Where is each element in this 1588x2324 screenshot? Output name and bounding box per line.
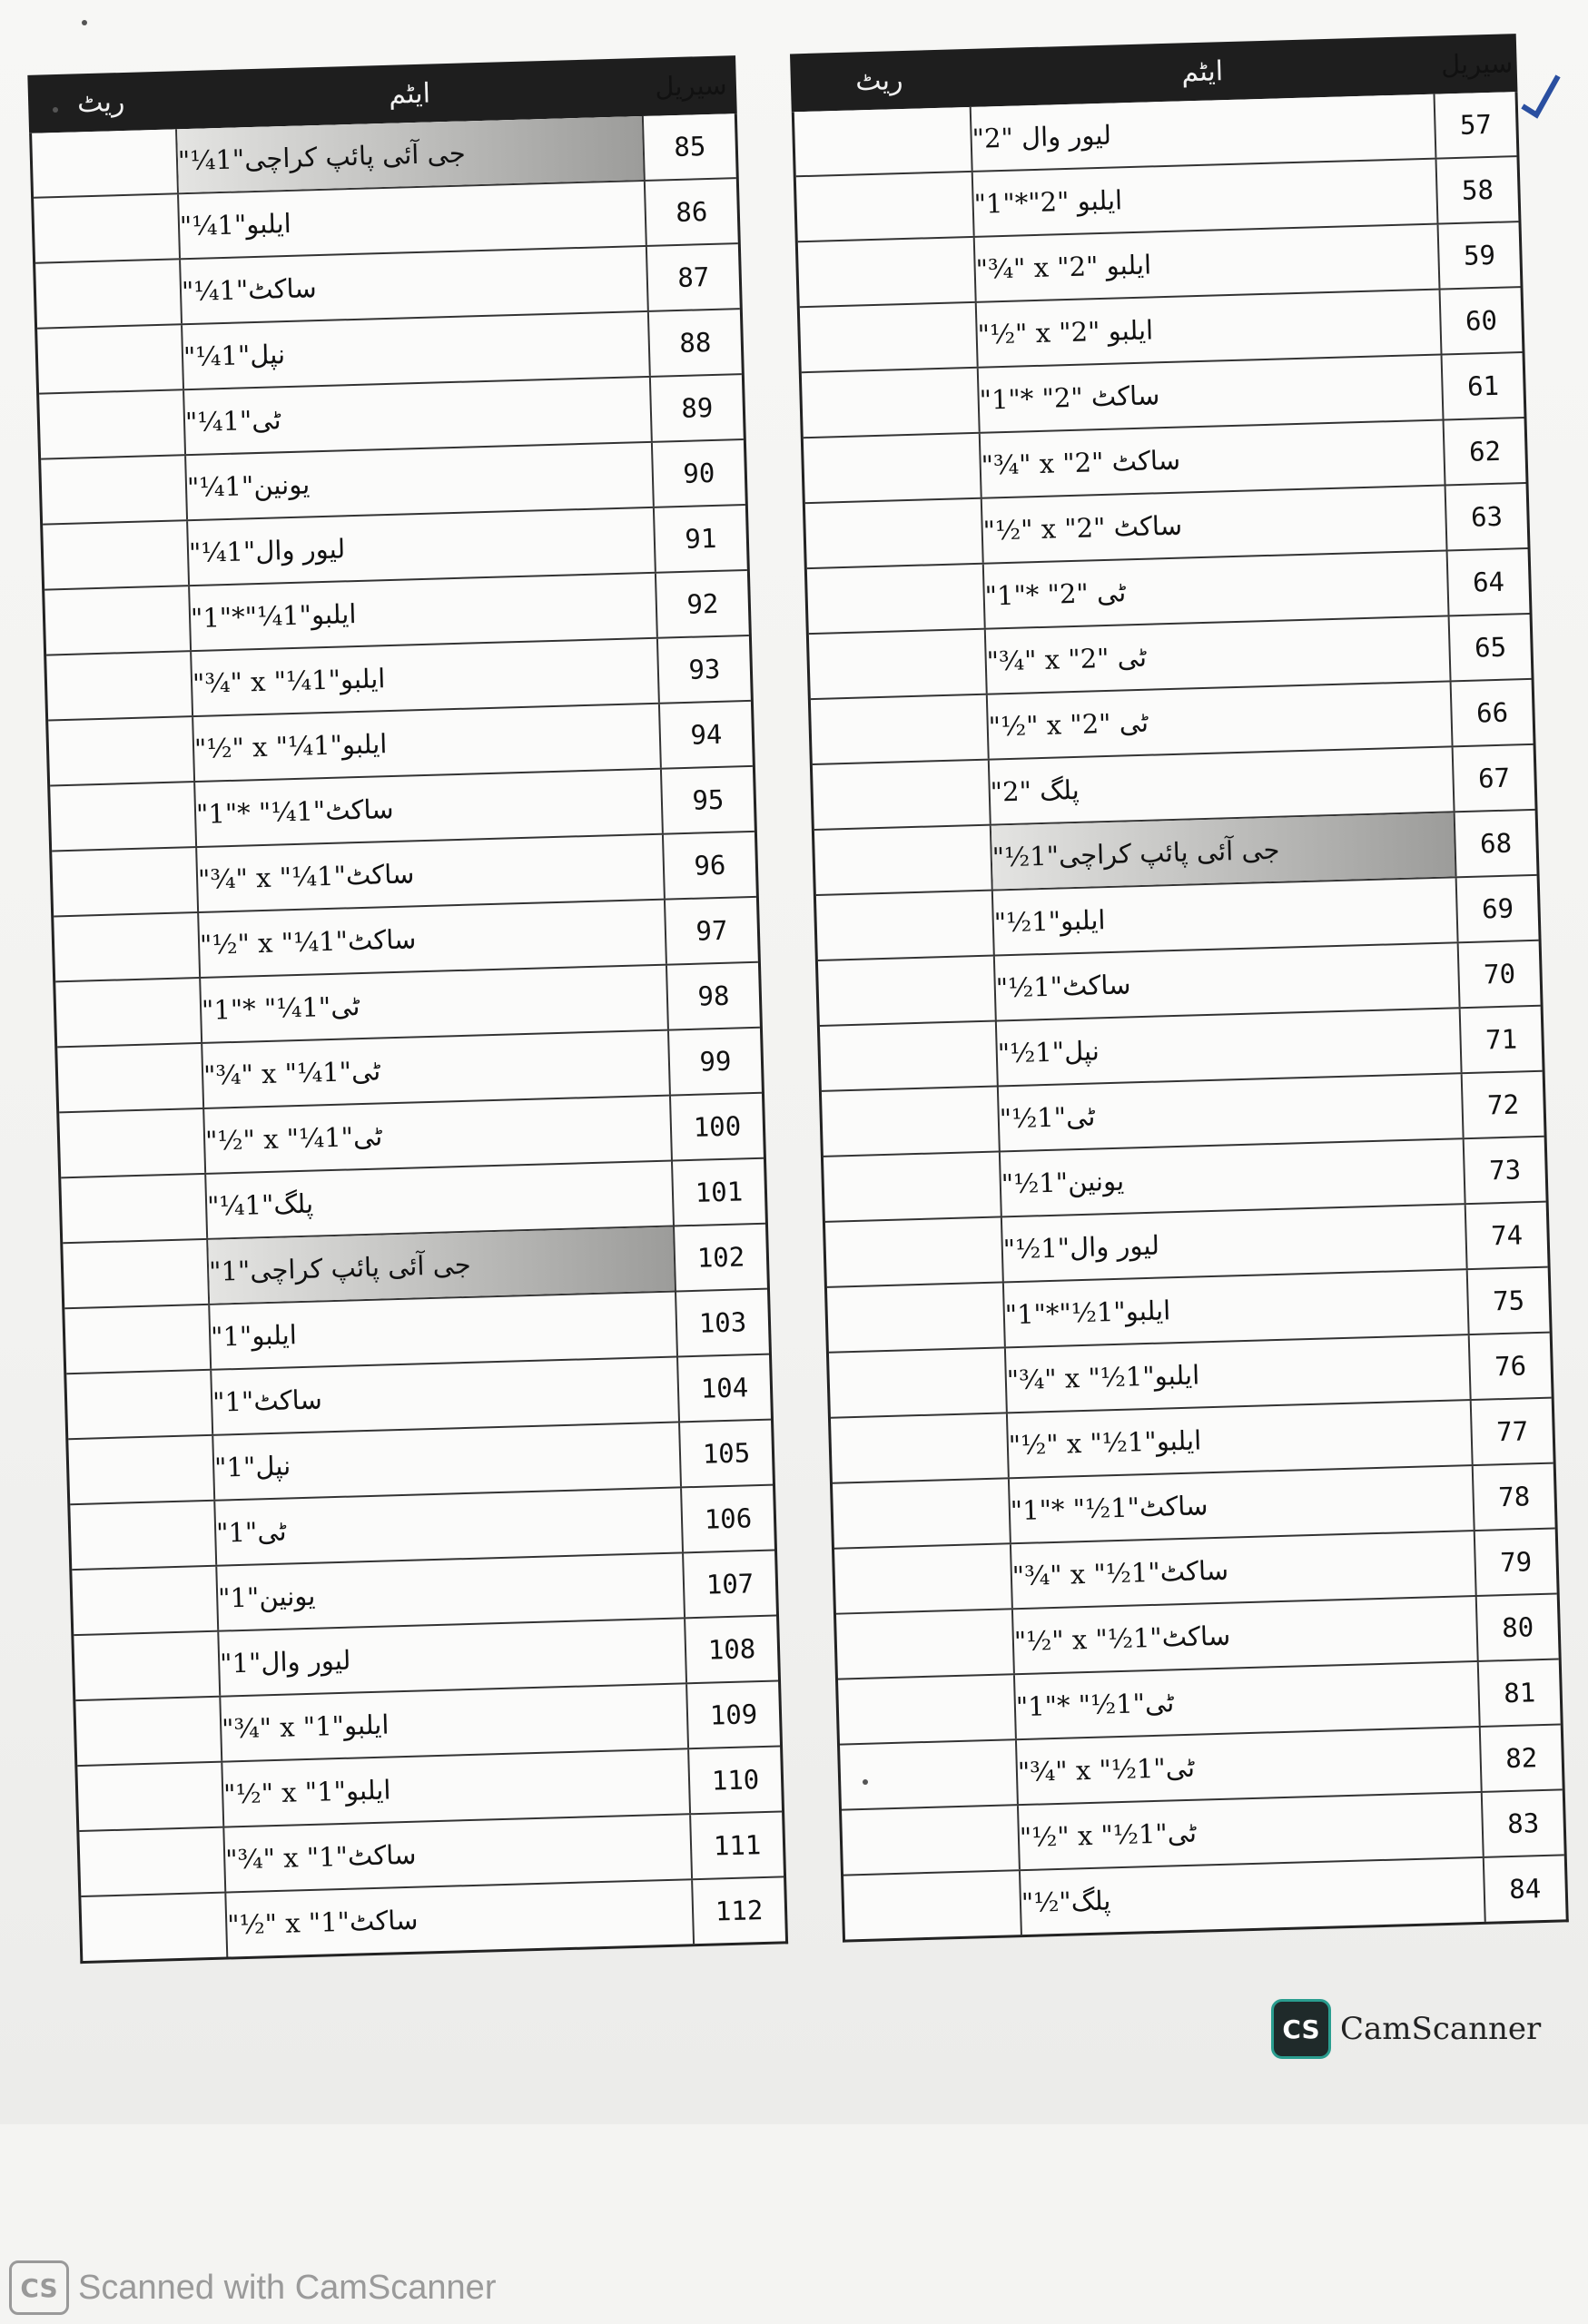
rate-cell[interactable] <box>57 1044 204 1111</box>
serial-cell: 66 <box>1475 696 1509 729</box>
rate-cell[interactable] <box>816 891 995 960</box>
serial-cell: 101 <box>695 1176 744 1208</box>
serial-cell: 80 <box>1501 1611 1534 1644</box>
serial-cell: 74 <box>1490 1219 1524 1252</box>
serial-cell: 83 <box>1506 1807 1540 1840</box>
item-cell <box>977 290 1443 367</box>
item-cell <box>988 682 1454 758</box>
rate-cell[interactable] <box>32 129 179 196</box>
item-cell <box>973 160 1439 236</box>
serial-cell: 108 <box>707 1633 756 1666</box>
item-cell <box>982 486 1448 562</box>
serial-cell: 60 <box>1465 304 1498 337</box>
rate-cell[interactable] <box>843 1871 1022 1939</box>
item-label: ٹی"1¼" *"1" <box>201 990 360 1026</box>
serial-cell: 59 <box>1463 239 1496 271</box>
item-cell <box>972 94 1437 171</box>
rate-cell[interactable] <box>77 1763 224 1830</box>
left-header-serial: سیریل <box>654 69 727 103</box>
rate-cell[interactable] <box>811 695 990 763</box>
serial-cell: 85 <box>673 131 706 163</box>
rate-cell[interactable] <box>814 826 993 894</box>
rate-cell[interactable] <box>836 1610 1015 1678</box>
serial-cell: 58 <box>1461 173 1494 206</box>
item-label: پلگ "2" <box>990 773 1080 808</box>
item-label: ساکٹ"1" x "¾" <box>224 1838 417 1876</box>
serial-cell: 70 <box>1483 958 1516 990</box>
rate-cell[interactable] <box>842 1806 1021 1874</box>
rate-cell[interactable] <box>802 369 981 437</box>
item-label: نپل"1½" <box>997 1035 1100 1069</box>
item-label: ساکٹ "2" x "¾" <box>981 444 1181 481</box>
serial-cell: 73 <box>1488 1154 1522 1187</box>
serial-cell: 72 <box>1486 1088 1520 1121</box>
item-cell <box>221 1684 689 1760</box>
rate-cell[interactable] <box>813 761 991 829</box>
item-cell <box>215 1488 684 1564</box>
serial-cell: 65 <box>1474 631 1507 664</box>
rate-cell[interactable] <box>59 1109 206 1177</box>
serial-cell: 110 <box>711 1764 760 1797</box>
item-cell <box>193 704 662 781</box>
item-label: ساکٹ"1¼" x "¾" <box>197 858 415 895</box>
camscanner-badge: CS <box>1271 1999 1331 2059</box>
item-label: جی آئی پائپ کراچی"1" <box>208 1248 472 1287</box>
item-label: ایلبو"1¼" x "½" <box>193 728 388 765</box>
item-cell <box>206 1162 675 1238</box>
item-cell <box>975 225 1441 301</box>
item-cell <box>1017 1728 1483 1804</box>
item-label: ٹی"1½" *"1" <box>1015 1687 1175 1723</box>
rate-cell[interactable] <box>796 172 975 241</box>
item-label: ساکٹ"1" x "½" <box>226 1904 419 1941</box>
speck <box>863 1779 868 1785</box>
rate-cell[interactable] <box>72 1567 219 1634</box>
item-cell <box>195 770 664 846</box>
serial-cell: 77 <box>1495 1415 1529 1448</box>
rate-cell[interactable] <box>54 913 201 980</box>
item-label: ساکٹ"1¼" *"1" <box>195 793 395 831</box>
item-label: ساکٹ"1½" *"1" <box>1010 1490 1208 1527</box>
item-label: ساکٹ "2" *"1" <box>979 379 1160 416</box>
item-label: ایلبو"1¼"*"1" <box>190 598 357 635</box>
rate-cell[interactable] <box>820 1021 999 1089</box>
right-header-item: ایٹم <box>1180 54 1224 88</box>
speck <box>82 20 87 25</box>
serial-cell: 62 <box>1468 435 1502 468</box>
item-label: ٹی"1¼" x "¾" <box>202 1055 381 1091</box>
serial-cell: 97 <box>695 914 728 947</box>
rate-cell[interactable] <box>43 521 190 588</box>
rate-cell[interactable] <box>798 238 977 306</box>
item-label: ٹی "2" x "¾" <box>986 641 1148 677</box>
item-cell <box>190 574 658 650</box>
rate-cell[interactable] <box>41 456 188 523</box>
item-label: نپل"1¼" <box>182 339 286 373</box>
item-cell <box>179 182 647 258</box>
item-label: ایلبو"1½" x "½" <box>1008 1424 1202 1462</box>
rate-cell[interactable] <box>70 1502 217 1569</box>
item-label: پلگ"½" <box>1021 1885 1111 1919</box>
serial-cell: 87 <box>676 261 710 293</box>
serial-cell: 69 <box>1481 892 1514 925</box>
serial-cell: 82 <box>1504 1742 1538 1775</box>
item-label: یونین"1¼" <box>186 468 311 504</box>
serial-cell: 106 <box>704 1502 753 1535</box>
serial-cell: 100 <box>693 1110 742 1143</box>
item-cell <box>177 116 646 192</box>
item-cell <box>208 1226 676 1303</box>
serial-cell: 89 <box>680 391 714 424</box>
rate-cell[interactable] <box>833 1479 1011 1547</box>
item-cell <box>1019 1793 1484 1869</box>
item-label: ٹی"1" <box>215 1515 288 1549</box>
item-label: ایلبو "2"*"1" <box>973 184 1123 220</box>
serial-cell: 84 <box>1508 1873 1542 1905</box>
item-cell <box>993 878 1459 954</box>
item-label: یونین"1½" <box>1001 1165 1125 1200</box>
item-cell <box>1004 1270 1470 1346</box>
item-label: ٹی"1½" x "½" <box>1019 1817 1198 1854</box>
serial-cell: 78 <box>1497 1481 1531 1513</box>
rate-cell[interactable] <box>794 107 973 175</box>
item-label: ٹی"1½" x "¾" <box>1017 1751 1196 1788</box>
item-cell <box>990 747 1455 823</box>
serial-cell: 92 <box>686 587 719 620</box>
rate-cell[interactable] <box>39 390 186 458</box>
item-label: ایلبو"1½" <box>993 904 1106 939</box>
rate-cell[interactable] <box>46 652 193 719</box>
footer-badge: CS <box>9 2260 69 2315</box>
right-header-serial: سیریل <box>1440 47 1514 81</box>
item-cell <box>1015 1662 1481 1738</box>
item-label: ٹی "2" x "½" <box>988 706 1149 743</box>
price-list-sheet <box>27 34 1573 2099</box>
rate-cell[interactable] <box>834 1544 1013 1612</box>
serial-cell: 102 <box>696 1241 745 1274</box>
item-label: ایلبو"1" <box>210 1319 298 1353</box>
rate-cell[interactable] <box>840 1740 1019 1808</box>
rate-cell[interactable] <box>805 499 984 567</box>
rate-cell[interactable] <box>807 565 986 633</box>
serial-cell: 93 <box>687 653 721 685</box>
item-label: ساکٹ"1½" x "¾" <box>1011 1554 1229 1592</box>
item-cell <box>219 1619 687 1695</box>
item-label: نپل"1" <box>213 1450 291 1483</box>
item-cell <box>199 901 667 977</box>
serial-cell: 95 <box>691 783 725 816</box>
item-cell <box>222 1749 691 1826</box>
item-cell <box>188 508 656 585</box>
serial-cell: 81 <box>1503 1677 1536 1709</box>
rate-cell[interactable] <box>818 957 997 1025</box>
rate-cell[interactable] <box>44 586 192 654</box>
item-label: ٹی"1¼" x "½" <box>204 1120 383 1157</box>
item-label: ایلبو"1" x "½" <box>222 1774 391 1810</box>
item-cell <box>217 1553 686 1630</box>
item-label: ساکٹ"1" <box>212 1384 323 1418</box>
rate-cell[interactable] <box>37 325 184 392</box>
item-label: پلگ"1¼" <box>206 1187 314 1222</box>
serial-cell: 105 <box>702 1437 751 1470</box>
serial-cell: 90 <box>682 457 715 489</box>
serial-cell: 63 <box>1470 500 1504 533</box>
item-label: یونین"1" <box>217 1580 316 1614</box>
item-cell <box>1021 1858 1486 1935</box>
item-cell <box>181 247 649 323</box>
item-label: لیور وال "2" <box>972 119 1112 154</box>
item-label: ساکٹ "2" x "½" <box>982 509 1183 547</box>
rate-cell[interactable] <box>35 260 182 327</box>
rate-cell[interactable] <box>81 1894 228 1961</box>
item-label: ایلبو "2" x "¾" <box>975 249 1152 285</box>
serial-cell: 109 <box>709 1699 758 1731</box>
item-label: لیور وال"1½" <box>1002 1229 1160 1265</box>
rate-cell[interactable] <box>64 1305 212 1373</box>
rate-cell[interactable] <box>838 1675 1017 1743</box>
camscanner-logo <box>1271 1997 1541 2061</box>
item-label: ساکٹ"1½" x "½" <box>1013 1620 1231 1658</box>
serial-cell: 61 <box>1466 369 1500 402</box>
serial-cell: 104 <box>700 1372 749 1404</box>
item-cell <box>210 1292 678 1368</box>
rate-cell[interactable] <box>79 1828 226 1896</box>
serial-cell: 64 <box>1472 566 1505 598</box>
serial-cell: 71 <box>1484 1023 1518 1056</box>
item-label: ٹی "2" *"1" <box>984 576 1127 612</box>
left-header-rate: ریٹ <box>76 85 125 119</box>
item-label: لیور وال"1¼" <box>188 533 346 569</box>
rate-cell[interactable] <box>75 1698 222 1765</box>
serial-cell: 91 <box>684 522 717 555</box>
item-cell <box>1011 1531 1477 1608</box>
item-cell <box>981 420 1446 497</box>
item-cell <box>986 616 1452 693</box>
item-cell <box>999 1074 1465 1150</box>
left-table-body <box>29 113 788 1964</box>
item-cell <box>984 551 1450 627</box>
item-cell <box>213 1423 682 1499</box>
rate-cell[interactable] <box>66 1371 213 1438</box>
right-table <box>790 34 1569 1943</box>
right-table-body <box>792 92 1569 1943</box>
scan-footer <box>9 2260 496 2315</box>
item-cell <box>991 812 1457 889</box>
item-label: ساکٹ"1½" <box>995 969 1131 1004</box>
rate-cell[interactable] <box>824 1152 1002 1220</box>
serial-cell: 111 <box>713 1829 762 1862</box>
item-label: جی آئی پائپ کراچی"1¼" <box>177 137 467 177</box>
item-label: جی آئی پائپ کراچی"1½" <box>991 833 1280 873</box>
item-cell <box>979 356 1445 432</box>
rate-cell[interactable] <box>61 1175 208 1242</box>
serial-cell: 76 <box>1494 1350 1527 1383</box>
item-cell <box>995 943 1461 1019</box>
serial-cell: 86 <box>675 196 708 229</box>
pen-mark-icon <box>1517 69 1564 124</box>
speck <box>53 107 58 113</box>
item-cell <box>1006 1335 1472 1412</box>
item-cell <box>224 1815 693 1891</box>
serial-cell: 103 <box>698 1306 747 1339</box>
footer-text: Scanned with CamScanner <box>78 2268 497 2307</box>
item-label: لیور وال"1" <box>219 1644 351 1679</box>
serial-cell: 112 <box>715 1895 764 1927</box>
item-cell <box>1013 1597 1479 1673</box>
serial-cell: 75 <box>1492 1285 1525 1317</box>
item-label: ٹی"1½" <box>999 1100 1096 1135</box>
item-cell <box>204 1097 673 1173</box>
rate-cell[interactable] <box>804 434 982 502</box>
item-label: ٹی"1¼" <box>184 404 281 438</box>
item-label: ساکٹ"1¼" x "½" <box>199 923 417 960</box>
item-label: ساکٹ"1¼" <box>181 272 318 308</box>
serial-cell: 88 <box>678 326 712 359</box>
serial-cell: 94 <box>689 718 723 751</box>
item-cell <box>184 378 653 454</box>
rate-cell[interactable] <box>827 1283 1006 1351</box>
item-cell <box>1010 1466 1475 1542</box>
item-cell <box>186 443 655 519</box>
item-cell <box>226 1880 695 1956</box>
item-label: ایلبو"1¼" <box>179 207 292 242</box>
rate-cell[interactable] <box>809 630 988 698</box>
item-cell <box>202 1031 671 1108</box>
rate-cell[interactable] <box>68 1436 215 1503</box>
rate-cell[interactable] <box>63 1240 210 1307</box>
item-cell <box>1002 1205 1468 1281</box>
rate-cell[interactable] <box>55 979 202 1046</box>
serial-cell: 68 <box>1479 827 1513 860</box>
serial-cell: 107 <box>705 1568 755 1600</box>
rate-cell[interactable] <box>48 717 195 784</box>
camscanner-name: CamScanner <box>1340 2011 1542 2047</box>
item-cell <box>212 1357 680 1433</box>
rate-cell[interactable] <box>800 303 979 371</box>
item-label: ایلبو"1" x "¾" <box>221 1709 390 1745</box>
item-label: ایلبو"1½"*"1" <box>1004 1295 1171 1331</box>
item-label: ایلبو "2" x "½" <box>977 314 1154 350</box>
rate-cell[interactable] <box>50 783 197 850</box>
item-cell <box>201 966 669 1042</box>
item-cell <box>1008 1401 1474 1477</box>
item-cell <box>997 1009 1463 1085</box>
rate-cell[interactable] <box>74 1632 221 1699</box>
left-table <box>27 55 788 1964</box>
right-header-rate: ریٹ <box>854 64 903 97</box>
rate-cell[interactable] <box>52 848 199 915</box>
item-label: ایلبو"1¼" x "¾" <box>192 663 386 700</box>
serial-cell: 99 <box>699 1045 732 1078</box>
left-header-item: ایٹم <box>388 77 431 111</box>
item-cell <box>197 835 666 911</box>
rate-cell[interactable] <box>829 1348 1008 1416</box>
serial-cell: 96 <box>693 849 726 881</box>
rate-cell[interactable] <box>34 194 181 261</box>
rate-cell[interactable] <box>825 1217 1004 1285</box>
item-cell <box>192 639 660 715</box>
serial-cell: 57 <box>1459 108 1493 141</box>
serial-cell: 67 <box>1477 762 1511 794</box>
rate-cell[interactable] <box>822 1087 1001 1155</box>
rate-cell[interactable] <box>831 1413 1010 1482</box>
item-cell <box>182 312 651 389</box>
item-cell <box>1001 1139 1466 1216</box>
serial-cell: 98 <box>696 980 730 1012</box>
item-label: ایلبو"1½" x "¾" <box>1006 1359 1200 1396</box>
serial-cell: 79 <box>1499 1546 1533 1579</box>
